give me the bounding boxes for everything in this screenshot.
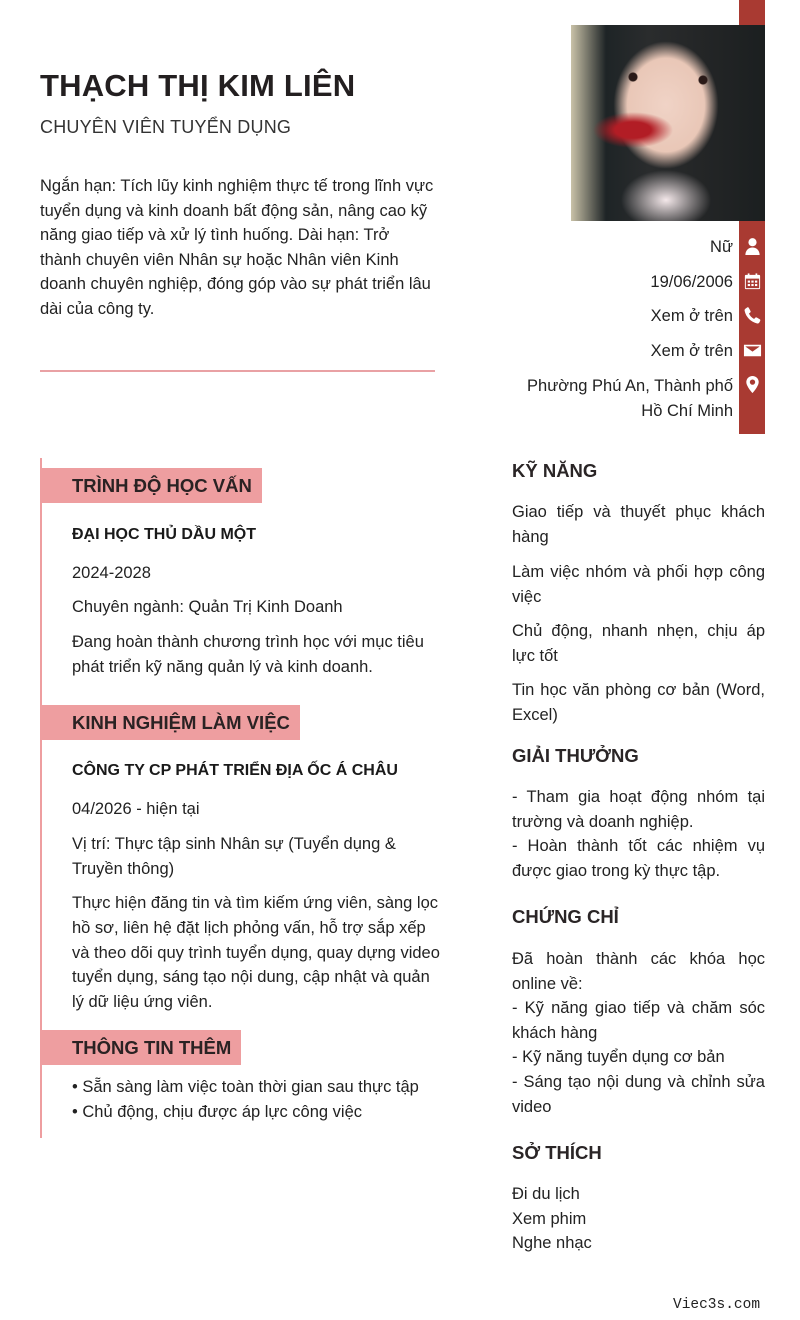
mail-icon	[742, 340, 762, 360]
hobbies-heading: SỞ THÍCH	[512, 1142, 602, 1163]
calendar-icon	[742, 271, 762, 291]
education-major: Chuyên ngành: Quản Trị Kinh Doanh	[72, 598, 343, 616]
skill-item: Làm việc nhóm và phối hợp công việc	[512, 563, 765, 606]
address-line-2: Hồ Chí Minh	[641, 401, 733, 420]
additional-info-list	[72, 1075, 452, 1125]
skill-item: Chủ động, nhanh nhẹn, chịu áp lực tốt	[512, 622, 765, 665]
education-school: ĐẠI HỌC THỦ DẦU MỘT	[72, 526, 256, 543]
certificate-item: - Kỹ năng tuyển dụng cơ bản	[512, 1048, 725, 1067]
skill-item: Giao tiếp và thuyết phục khách hàng	[512, 503, 765, 546]
education-description: Đang hoàn thành chương trình học với mục tiêu phát triển kỹ năng quản lý và kinh doanh.	[72, 633, 424, 676]
accent-strip-top	[739, 0, 765, 25]
hobby-item: Nghe nhạc	[512, 1234, 592, 1253]
award-item: - Hoàn thành tốt các nhiệm vụ được giao trong kỳ thực tập.	[512, 837, 765, 880]
contact-email: Xem ở trên	[650, 342, 733, 360]
awards-list	[512, 785, 765, 883]
phone-icon	[742, 305, 762, 325]
career-objective: Ngắn hạn: Tích lũy kinh nghiệm thực tế trong lĩnh vực tuyển dụng và kinh doanh bất động sản, nâng cao kỹ năng giao tiếp và xử lý tình huống. Dài hạn: Trở thành chuyên viên Nhân sự hoặc Nhân viên Kinh doanh chuyên nghiệp, đóng góp vào sự phát triển lâu dài của công ty.	[40, 177, 434, 318]
contact-phone: Xem ở trên	[650, 307, 733, 325]
additional-info-item: • Chủ động, chịu được áp lực công việc	[72, 1102, 363, 1121]
award-item: - Tham gia hoạt động nhóm tại trường và doanh nghiệp.	[512, 788, 765, 831]
user-icon	[742, 236, 762, 256]
experience-description: Thực hiện đăng tin và tìm kiếm ứng viên, sàng lọc hồ sơ, liên hệ đặt lịch phỏng vấn, hỗ trợ sắp xếp và theo dõi quy trình tuyển dụng, quay dựng video tuyển dụng, sáng tạo nội dung, cập nhật và quản lý dữ liệu ứng viên.	[72, 894, 440, 1012]
contact-address	[527, 374, 733, 423]
hobby-item: Xem phim	[512, 1209, 587, 1228]
job-title: CHUYÊN VIÊN TUYỂN DỤNG	[40, 117, 292, 137]
location-pin-icon	[742, 374, 762, 394]
hobbies-list	[512, 1182, 765, 1256]
address-line-1: Phường Phú An, Thành phố	[527, 377, 733, 395]
contact-gender: Nữ	[710, 238, 733, 256]
watermark: Viec3s.com	[673, 1297, 761, 1313]
certificates-list	[512, 947, 765, 1119]
experience-period: 04/2026 - hiện tại	[72, 800, 200, 818]
profile-photo	[571, 25, 765, 221]
header-divider	[40, 370, 435, 372]
hobby-item: Đi du lịch	[512, 1185, 580, 1203]
experience-company: CÔNG TY CP PHÁT TRIỂN ĐỊA ỐC Á CHÂU	[72, 762, 398, 779]
awards-heading: GIẢI THƯỞNG	[512, 745, 639, 766]
education-heading: TRÌNH ĐỘ HỌC VẤN	[42, 468, 262, 503]
skills-heading: KỸ NĂNG	[512, 460, 598, 481]
certificate-item: - Sáng tạo nội dung và chỉnh sửa video	[512, 1072, 765, 1116]
certificate-item: Đã hoàn thành các khóa học online về:	[512, 950, 765, 993]
certificate-item: - Kỹ năng giao tiếp và chăm sóc khách hàng	[512, 999, 765, 1042]
candidate-name: THẠCH THỊ KIM LIÊN	[40, 68, 356, 103]
skill-item: Tin học văn phòng cơ bản (Word, Excel)	[512, 681, 765, 724]
contact-birthday: 19/06/2006	[650, 273, 733, 291]
experience-position: Vị trí: Thực tập sinh Nhân sự (Tuyển dụng & Truyền thông)	[72, 835, 396, 878]
education-period: 2024-2028	[72, 564, 151, 582]
additional-info-item: • Sẵn sàng làm việc toàn thời gian sau thực tập	[72, 1078, 419, 1096]
certificates-heading: CHỨNG CHỈ	[512, 906, 619, 927]
additional-info-heading: THÔNG TIN THÊM	[42, 1030, 241, 1065]
experience-heading: KINH NGHIỆM LÀM VIỆC	[42, 705, 300, 740]
